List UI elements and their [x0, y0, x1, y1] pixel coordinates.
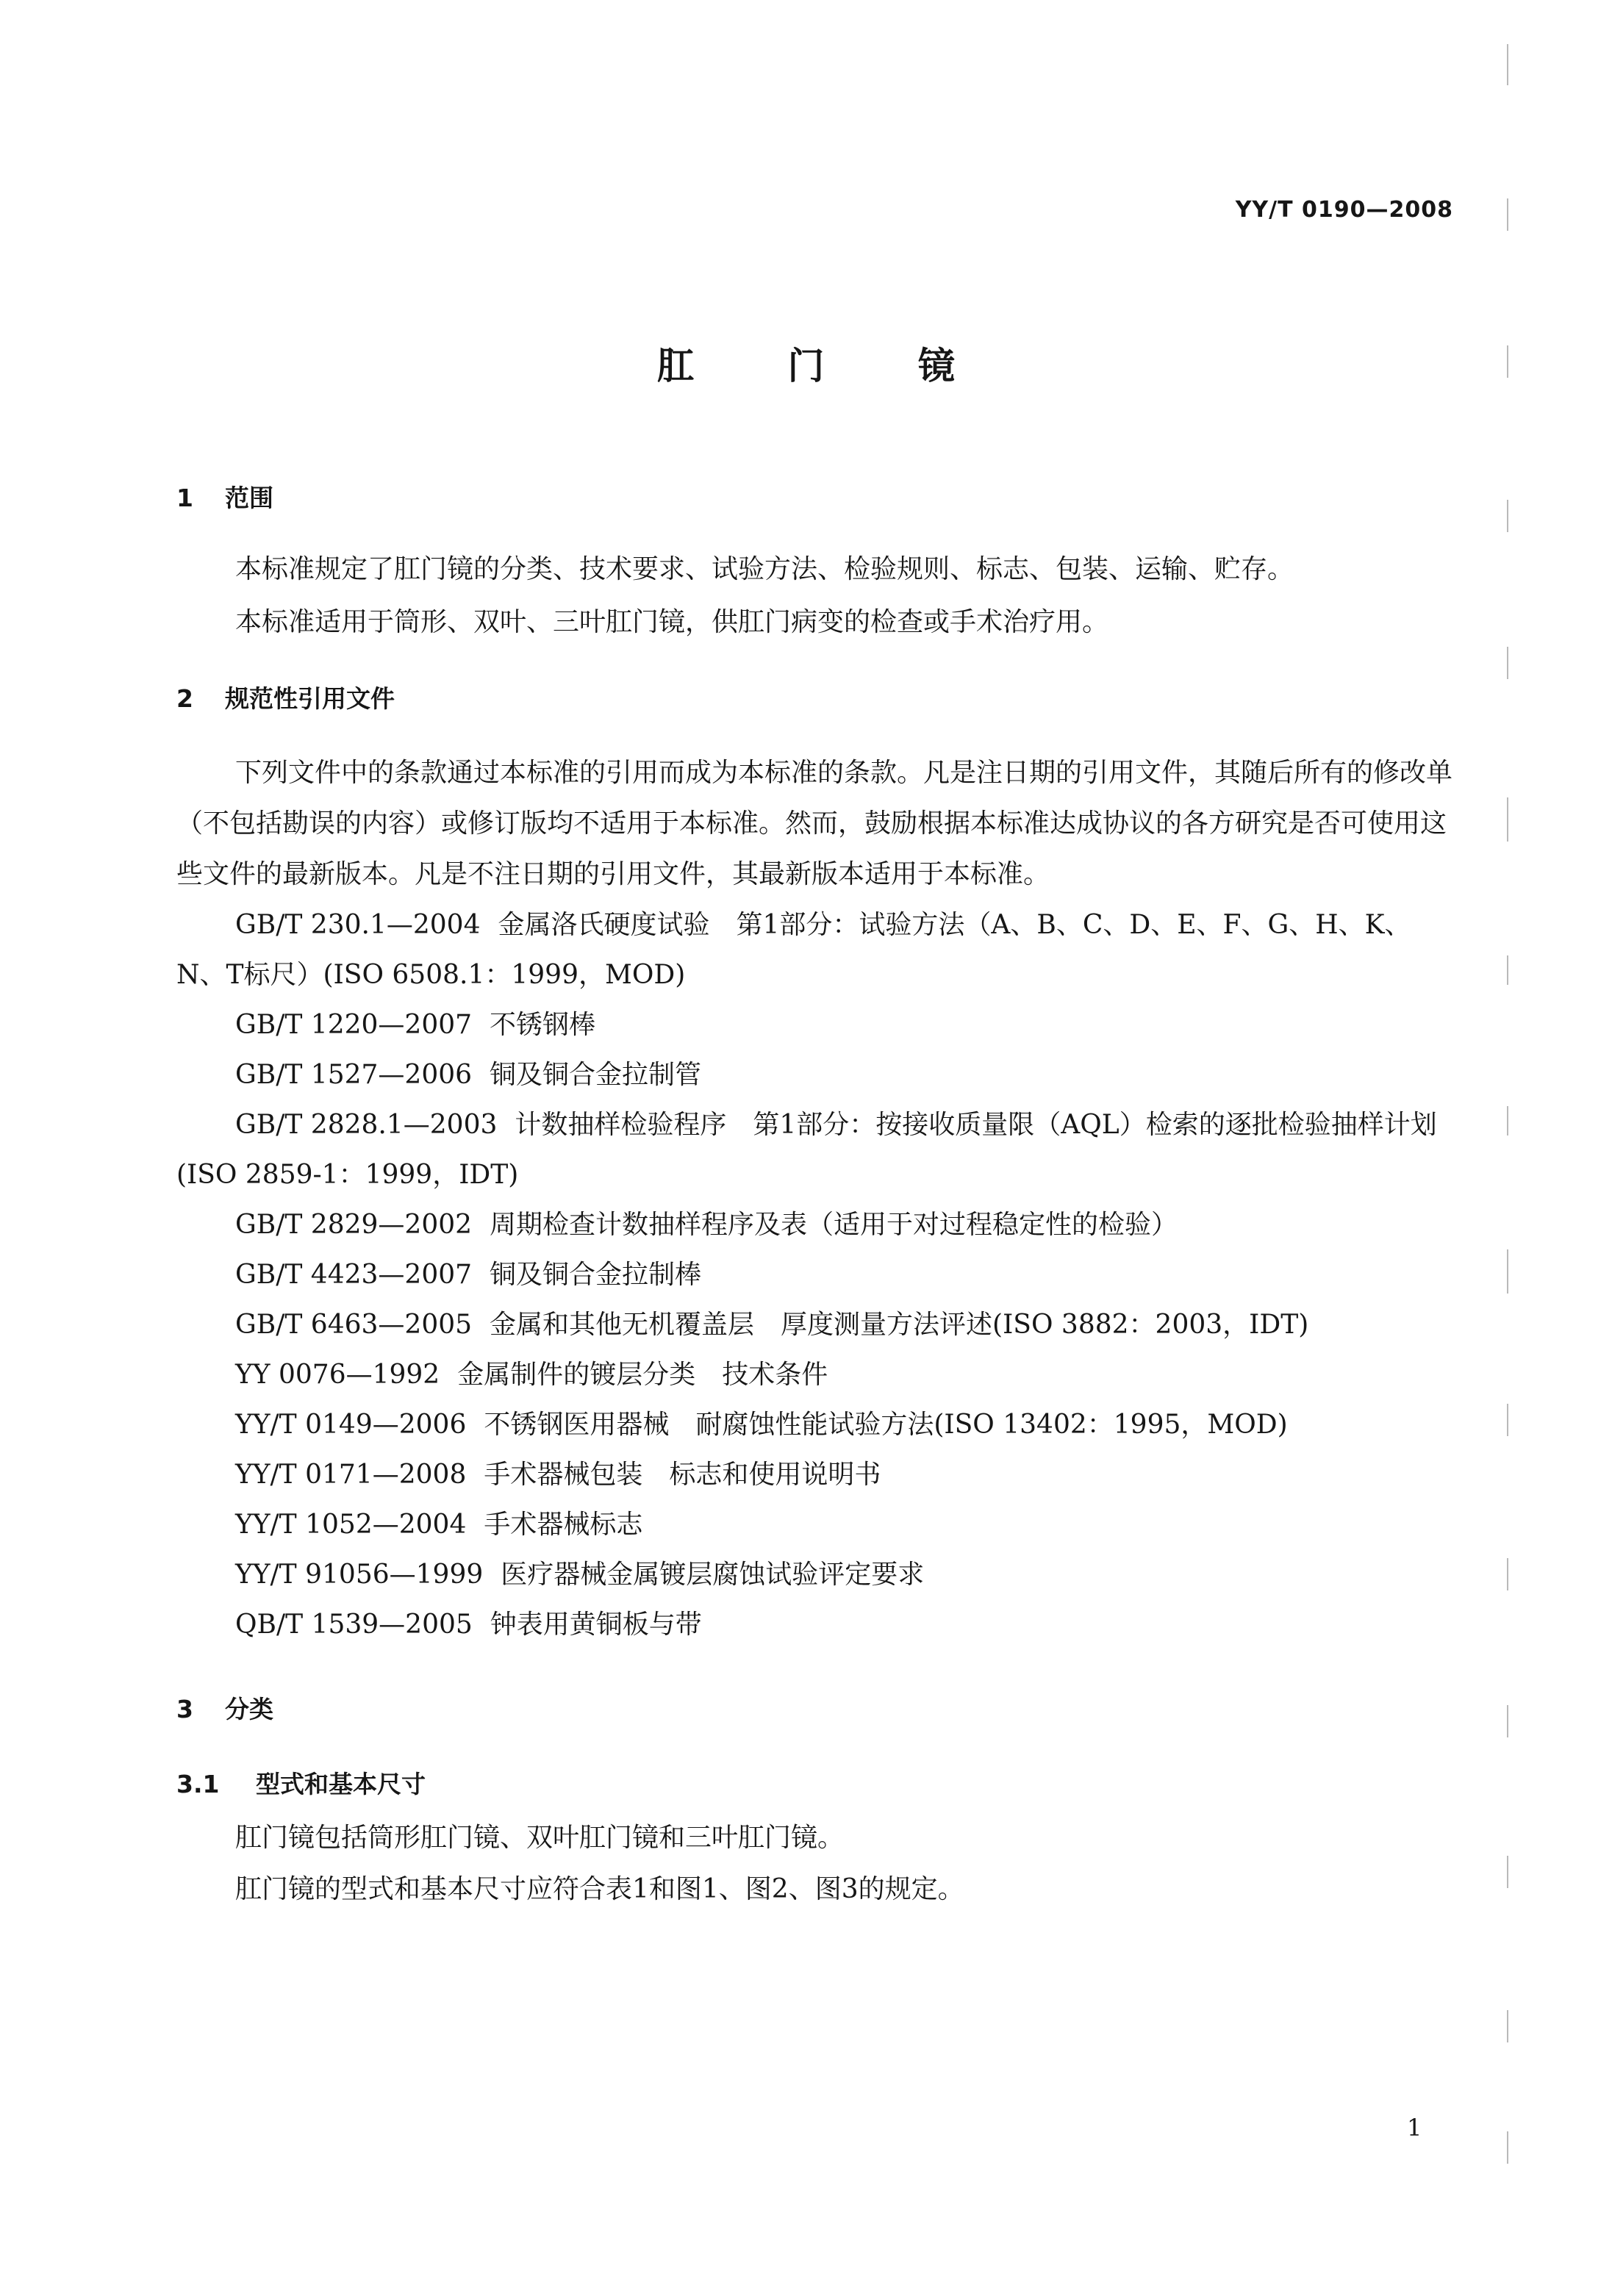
reference-code: YY/T 1052—2004: [235, 1510, 467, 1540]
reference-code: GB/T 1220—2007: [235, 1010, 473, 1040]
section-number: 2: [176, 684, 193, 713]
reference-item: [176, 1600, 1452, 1650]
document-title: 肛 门 镜: [657, 345, 955, 387]
reference-title: 手术器械标志: [484, 1510, 643, 1540]
reference-item: [176, 1000, 1452, 1050]
reference-code: GB/T 4423—2007: [235, 1260, 473, 1290]
reference-title: 计数抽样检验程序 第1部分：按接收质量限（AQL）检索的逐批检验抽样计划(ISO 2859-1：1999，IDT): [176, 1110, 1437, 1190]
scan-mark: [1507, 2131, 1508, 2164]
reference-title: 不锈钢医用器械 耐腐蚀性能试验方法(ISO 13402：1995，MOD): [484, 1410, 1288, 1440]
reference-title: 钟表用黄铜板与带: [490, 1610, 702, 1640]
section-1-heading: [176, 479, 273, 514]
reference-item: [176, 1100, 1452, 1200]
reference-code: QB/T 1539—2005: [235, 1610, 473, 1640]
reference-title: 不锈钢棒: [490, 1010, 596, 1040]
scope-paragraph-2: 本标准适用于筒形、双叶、三叶肛门镜，供肛门病变的检查或手术治疗用。: [235, 607, 1109, 637]
reference-item: [176, 1550, 1452, 1600]
scope-paragraph-1: 本标准规定了肛门镜的分类、技术要求、试验方法、检验规则、标志、包装、运输、贮存。: [235, 554, 1294, 584]
scan-mark: [1507, 345, 1508, 378]
classification-paragraph-2: 肛门镜的型式和基本尺寸应符合表1和图1、图2、图3的规定。: [235, 1874, 964, 1904]
reference-title: 金属制件的镀层分类 技术条件: [457, 1360, 828, 1390]
reference-item: [176, 1450, 1452, 1500]
reference-list: [176, 900, 1452, 1650]
reference-code: YY/T 91056—1999: [235, 1560, 484, 1590]
reference-title: 铜及铜合金拉制管: [490, 1060, 702, 1090]
reference-item: [176, 1400, 1452, 1450]
reference-code: GB/T 6463—2005: [235, 1310, 473, 1340]
scan-mark: [1507, 1705, 1508, 1737]
scan-mark: [1507, 1249, 1508, 1294]
reference-code: GB/T 230.1—2004: [235, 910, 481, 940]
reference-code: YY/T 0171—2008: [235, 1460, 467, 1490]
reference-title: 金属和其他无机覆盖层 厚度测量方法评述(ISO 3882：2003，IDT): [490, 1310, 1309, 1340]
section-number: 3: [176, 1695, 193, 1723]
scan-mark: [1507, 955, 1508, 985]
scan-mark: [1507, 44, 1508, 85]
scan-mark: [1507, 1558, 1508, 1590]
reference-item: [176, 1350, 1452, 1400]
reference-code: YY/T 0149—2006: [235, 1410, 467, 1440]
section-title: 规范性引用文件: [225, 684, 395, 713]
scan-mark: [1507, 2010, 1508, 2042]
reference-title: 铜及铜合金拉制棒: [490, 1260, 702, 1290]
section-2-heading: [176, 680, 395, 714]
reference-item: [176, 1300, 1452, 1350]
subsection-title: 型式和基本尺寸: [256, 1770, 426, 1798]
reference-item: [176, 1500, 1452, 1550]
scan-mark: [1507, 1106, 1508, 1136]
scan-mark: [1507, 1856, 1508, 1888]
section-title: 范围: [225, 484, 273, 512]
page-number: 1: [1407, 2114, 1422, 2142]
classification-paragraph-1: 肛门镜包括筒形肛门镜、双叶肛门镜和三叶肛门镜。: [235, 1823, 845, 1853]
normative-references-intro: 下列文件中的条款通过本标准的引用而成为本标准的条款。凡是注日期的引用文件，其随后所有的修改单（不包括勘误的内容）或修订版均不适用于本标准。然而，鼓励根据本标准达成协议的各方研究是否可使用这些文件的最新版本。凡是不注日期的引用文件，其最新版本适用于本标准。: [176, 758, 1453, 889]
reference-item: [176, 1200, 1452, 1250]
reference-title: 周期检查计数抽样程序及表（适用于对过程稳定性的检验）: [490, 1210, 1178, 1240]
reference-item: [176, 1050, 1452, 1100]
subsection-number: 3.1: [176, 1770, 220, 1798]
scan-mark: [1507, 198, 1508, 231]
section-number: 1: [176, 484, 193, 512]
reference-item: [176, 1250, 1452, 1300]
scan-mark: [1507, 647, 1508, 679]
reference-title: 金属洛氏硬度试验 第1部分：试验方法（A、B、C、D、E、F、G、H、K、N、T标尺）(ISO 6508.1：1999，MOD): [176, 910, 1411, 990]
reference-code: GB/T 1527—2006: [235, 1060, 473, 1090]
section-3-1-heading: [176, 1765, 426, 1800]
section-title: 分类: [225, 1695, 273, 1723]
reference-item: [176, 900, 1452, 1000]
scan-mark: [1507, 500, 1508, 532]
reference-title: 手术器械包装 标志和使用说明书: [484, 1460, 881, 1490]
reference-title: 医疗器械金属镀层腐蚀试验评定要求: [501, 1560, 925, 1590]
scan-mark: [1507, 797, 1508, 842]
reference-code: GB/T 2828.1—2003: [235, 1110, 498, 1140]
reference-code: GB/T 2829—2002: [235, 1210, 473, 1240]
standard-code: YY/T 0190—2008: [1235, 197, 1453, 223]
reference-code: YY 0076—1992: [235, 1360, 440, 1390]
section-3-heading: [176, 1690, 273, 1725]
scan-mark: [1507, 1404, 1508, 1436]
